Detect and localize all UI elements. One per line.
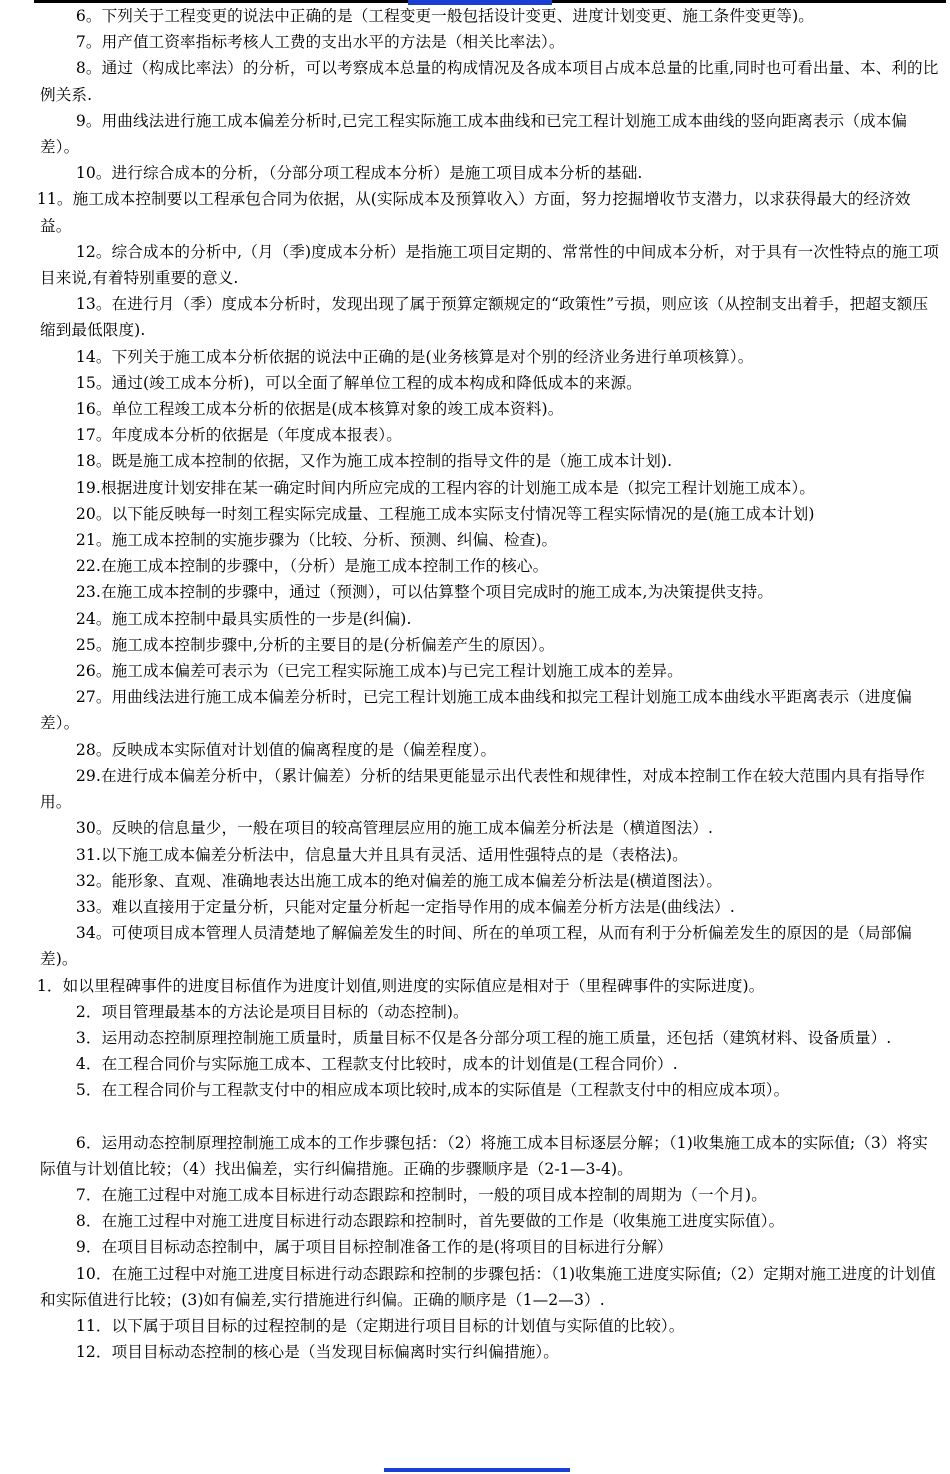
question-paragraph: 21。施工成本控制的实施步骤为（比较、分析、预测、纠偏、检查)。 xyxy=(75,531,558,550)
question-paragraph: 15。通过(竣工成本分析)，可以全面了解单位工程的成本构成和降低成本的来源。 xyxy=(75,373,642,392)
question-paragraph: 30。反映的信息量少，一般在项目的较高管理层应用的施工成本偏差分析法是（横道图法）. xyxy=(75,819,714,838)
question-paragraph: 29.在进行成本偏差分析中，（累计偏差）分析的结果更能显示出代表性和规律性，对成本控制工作在较大范围内具有指导作用。 xyxy=(40,766,925,812)
question-paragraph: 14。下列关于施工成本分析依据的说法中正确的是(业务核算是对个别的经济业务进行单项核算）。 xyxy=(75,347,754,366)
question-paragraph: 20。以下能反映每一时刻工程实际完成量、工程施工成本实际支付情况等工程实际情况的是(施工成本计划) xyxy=(75,504,815,523)
question-paragraph: 17。年度成本分析的依据是（年度成本报表）。 xyxy=(75,426,402,445)
question-paragraph: 19.根据进度计划安排在某一确定时间内所应完成的工程内容的计划施工成本是（拟完工程计划施工成本）。 xyxy=(75,478,816,497)
question-paragraph: 5．在工程合同价与工程款支付中的相应成本项比较时,成本的实际值是（工程款支付中的相应成本项）。 xyxy=(75,1081,790,1100)
question-paragraph: 12。综合成本的分析中,（月（季)度成本分析）是指施工项目定期的、常常性的中间成本分析，对于具有一次性特点的施工项目来说,有着特别重要的意义. xyxy=(40,242,939,288)
question-paragraph: 10。进行综合成本的分析，（分部分项工程成本分析）是施工项目成本分析的基础. xyxy=(75,164,643,183)
question-paragraph: 22.在施工成本控制的步骤中，（分析）是施工成本控制工作的核心。 xyxy=(75,557,549,576)
question-paragraph: 10．在施工过程中对施工进度目标进行动态跟踪和控制的步骤包括：（1)收集施工进度实际值;（2）定期对施工进度的计划值和实际值进行比较；(3)如有偏差,实行措施进行纠偏。正确的顺序是（1—2—3）. xyxy=(40,1264,936,1309)
question-paragraph: 11．以下属于项目目标的过程控制的是（定期进行项目目标的计划值与实际值的比较）。 xyxy=(75,1316,685,1335)
question-paragraph: 9。用曲线法进行施工成本偏差分析时,已完工程实际施工成本曲线和已完工程计划施工成本曲线的竖向距离表示（成本偏差）。 xyxy=(40,111,908,157)
question-paragraph: 25。施工成本控制步骤中,分析的主要目的是(分析偏差产生的原因）。 xyxy=(75,635,555,654)
question-paragraph: 13。在进行月（季）度成本分析时，发现出现了属于预算定额规定的“政策性”亏损，则应该（从控制支出着手，把超支额压缩到最低限度). xyxy=(40,295,929,340)
question-paragraph: 12．项目目标动态控制的核心是（当发现目标偏离时实行纠偏措施）。 xyxy=(75,1343,559,1362)
paragraph-spacer xyxy=(40,1104,940,1130)
question-paragraph: 8．在施工过程中对施工进度目标进行动态跟踪和控制时，首先要做的工作是（收集施工进度实际值）。 xyxy=(75,1212,785,1231)
question-paragraph: 3．运用动态控制原理控制施工质量时，质量目标不仅是各分部分项工程的施工质量，还包括（建筑材料、设备质量）. xyxy=(75,1028,892,1047)
question-paragraph: 7。用产值工资率指标考核人工费的支出水平的方法是（相关比率法）。 xyxy=(75,33,565,52)
question-paragraph: 33。难以直接用于定量分析，只能对定量分析起一定指导作用的成本偏差分析方法是(曲线法）. xyxy=(75,897,735,916)
question-paragraph: 6。下列关于工程变更的说法中正确的是（工程变更一般包括设计变更、进度计划变更、施工条件变更等)。 xyxy=(75,7,814,25)
question-paragraph: 23.在施工成本控制的步骤中，通过（预测），可以估算整个项目完成时的施工成本,为决策提供支持。 xyxy=(75,583,774,602)
document-body xyxy=(36,3,940,1365)
question-paragraph: 32。能形象、直观、准确地表达出施工成本的绝对偏差的施工成本偏差分析法是(横道图法）。 xyxy=(75,871,723,890)
question-paragraph: 1．如以里程碑事件的进度目标值作为进度计划值,则进度的实际值应是相对于（里程碑事件的实际进度)。 xyxy=(36,976,765,995)
question-paragraph: 2．项目管理最基本的方法论是项目目标的（动态控制)。 xyxy=(75,1002,469,1021)
question-paragraph: 16。单位工程竣工成本分析的依据是(成本核算对象的竣工成本资料)。 xyxy=(75,400,564,419)
question-paragraph: 9．在项目目标动态控制中，属于项目目标控制准备工作的是(将项目的目标进行分解） xyxy=(75,1238,673,1257)
question-paragraph: 28。反映成本实际值对计划值的偏离程度的是（偏差程度）。 xyxy=(75,740,497,759)
question-paragraph: 26。施工成本偏差可表示为（已完工程实际施工成本)与已完工程计划施工成本的差异。 xyxy=(75,662,683,681)
question-paragraph: 6．运用动态控制原理控制施工成本的工作步骤包括：（2）将施工成本目标逐层分解；（1)收集施工成本的实际值;（3）将实际值与计划值比较；（4）找出偏差，实行纠偏措施。正确的步骤顺序是（2-1—3-4)。 xyxy=(40,1133,928,1178)
question-paragraph: 27。用曲线法进行施工成本偏差分析时，已完工程计划施工成本曲线和拟完工程计划施工成本曲线水平距离表示（进度偏差）。 xyxy=(40,688,912,733)
question-paragraph: 11。施工成本控制要以工程承包合同为依据，从(实际成本及预算收入）方面，努力挖掘增收节支潜力，以求获得最大的经济效益。 xyxy=(36,190,911,235)
question-paragraph: 18。既是施工成本控制的依据，又作为施工成本控制的指导文件的是（施工成本计划). xyxy=(75,452,673,471)
question-paragraph: 24。施工成本控制中最具实质性的一步是(纠偏). xyxy=(75,609,412,628)
question-paragraph: 8。通过（构成比率法）的分析，可以考察成本总量的构成情况及各成本项目占成本总量的比重,同时也可看出量、本、利的比例关系. xyxy=(40,59,939,104)
question-paragraph: 4．在工程合同价与实际施工成本、工程款支付比较时，成本的计划值是(工程合同价）. xyxy=(75,1055,678,1074)
question-paragraph: 34。可使项目成本管理人员清楚地了解偏差发生的时间、所在的单项工程，从而有利于分析偏差发生的原因的是（局部偏差)。 xyxy=(40,924,912,969)
bottom-blue-bar xyxy=(384,1468,570,1472)
question-paragraph: 7．在施工过程中对施工成本目标进行动态跟踪和控制时，一般的项目成本控制的周期为（一个月)。 xyxy=(75,1185,767,1204)
question-paragraph: 31.以下施工成本偏差分析法中，信息量大并且具有灵活、适用性强特点的是（表格法)。 xyxy=(75,845,688,864)
